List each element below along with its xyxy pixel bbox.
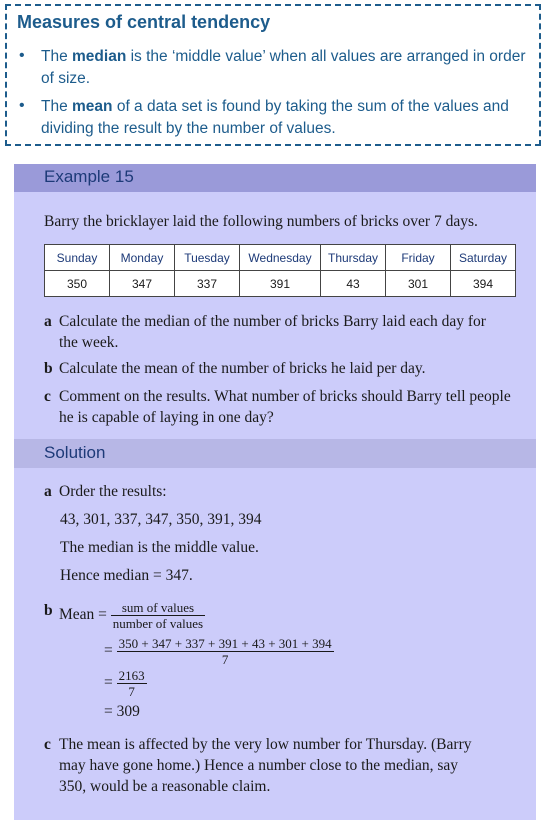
- ordered-values: 43, 301, 337, 347, 350, 391, 394: [60, 511, 262, 528]
- bricks-table: [44, 244, 516, 297]
- median-statement: The median is the middle value.: [60, 539, 259, 556]
- solution-c: c The mean is affected by the very low number for Thursday. (Barry may have gone home.) Hence a number close to the median, say 350, would be a reasonable claim.: [44, 736, 472, 795]
- table-cell: 391: [240, 271, 321, 297]
- median-result: Hence median = 347.: [60, 567, 193, 584]
- solution-header: [14, 439, 536, 468]
- table-header-row: [45, 245, 516, 271]
- table-cell: 301: [386, 271, 451, 297]
- solution-a: a Order the results:: [44, 483, 167, 500]
- table-cell: 350: [45, 271, 110, 297]
- mean-word: Mean: [59, 606, 95, 624]
- mean-total: = $\frac{2163}{7}$: [104, 668, 145, 699]
- key-points-box: [5, 4, 541, 146]
- table-header-cell: Saturday: [451, 245, 516, 271]
- example-intro: Barry the bricklayer laid the following numbers of bricks over 7 days.: [44, 213, 478, 230]
- table-cell: 43: [321, 271, 386, 297]
- key-item-mean: • The mean of a data set is found by taking the sum of the values and dividing the result by the number of values.: [19, 97, 509, 137]
- example-title: Example 15: [44, 167, 134, 186]
- key-item-median: • The median is the ‘middle value’ when all values are arranged in order of size.: [19, 47, 526, 87]
- table-cell: 337: [175, 271, 240, 297]
- key-box-title: Measures of central tendency: [17, 12, 271, 32]
- table-header-cell: Sunday: [45, 245, 110, 271]
- table-header-cell: Thursday: [321, 245, 386, 271]
- table-cell: 394: [451, 271, 516, 297]
- table-header-cell: Tuesday: [175, 245, 240, 271]
- bullet-icon: •: [19, 97, 25, 114]
- table-header-cell: Wednesday: [240, 245, 321, 271]
- mean-result: = 309: [104, 703, 140, 720]
- solution-b: b Mean = $\frac{\text{sum of values}}{\text{number of values}}$: [44, 600, 204, 631]
- bullet-icon: •: [19, 47, 25, 64]
- question-c: c Comment on the results. What number of bricks should Barry tell people he is capable of laying in one day?: [44, 388, 511, 426]
- table-header-cell: Monday: [110, 245, 175, 271]
- mean-formula-fraction: $\frac{\text{sum of values}}{\text{number of values}}$: [112, 600, 204, 631]
- sum-fraction: $\frac{350 + 347 + 337 + 391 + 43 + 301 + 394}{7}$: [118, 636, 332, 667]
- example-panel: [14, 164, 536, 820]
- table-header-cell: Friday: [386, 245, 451, 271]
- mean-substitution: = $\frac{350 + 347 + 337 + 391 + 43 + 301 + 394}{7}$: [104, 636, 332, 667]
- table-row: [45, 271, 516, 297]
- total-fraction: $\frac{2163}{7}$: [118, 668, 145, 699]
- table-cell: 347: [110, 271, 175, 297]
- solution-title: Solution: [44, 443, 106, 462]
- question-b: b Calculate the mean of the number of bricks he laid per day.: [44, 360, 426, 377]
- example-header: [14, 164, 536, 192]
- question-a: a Calculate the median of the number of bricks Barry laid each day for the week.: [44, 313, 486, 351]
